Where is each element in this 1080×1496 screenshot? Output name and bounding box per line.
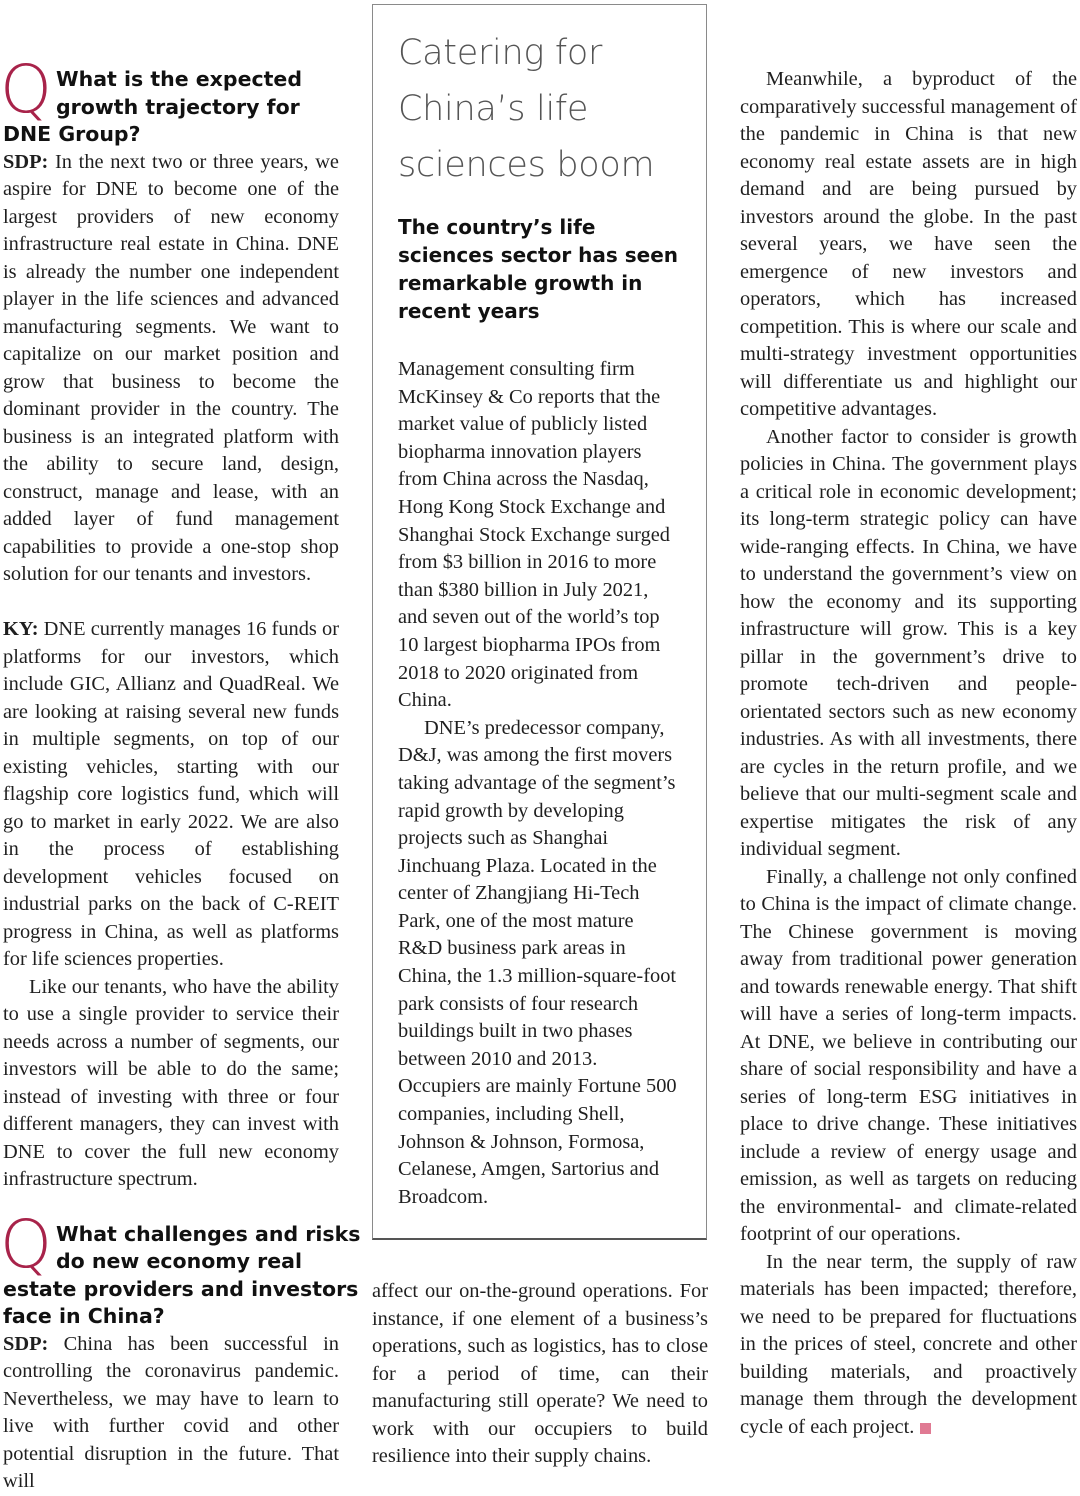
left-column bbox=[0, 51, 361, 1496]
right-paragraph: Meanwhile, a byproduct of the comparatively successful management of the pandemic in China is that new economy real estate assets are in high demand and are being pursued by investors around the globe. In the past several years, we have seen the emergence of new investors and operators, which has increased competition. This is where our scale and multi-strategy investment opportunities will differentiate us and highlight our competitive advantages. bbox=[740, 68, 1077, 420]
answer-paragraph bbox=[3, 616, 339, 974]
speaker-label: KY: bbox=[3, 618, 39, 640]
speaker-label: SDP: bbox=[3, 1332, 49, 1355]
question-1-line: What is the expected bbox=[56, 67, 303, 91]
question-2-line: estate providers and investors bbox=[3, 1276, 359, 1301]
answer-text: In the next two or three years, we aspire for DNE to become one of the largest providers of new economy infrastructure real estate in China. DNE is already the number one independent player in the life sciences and advanced manufacturing segments. We want to capitalize on our market position and grow that business to become the dominant provider in the country. The business is an integrated platform with the ability to secure land, design, construct, manage and lease, with an added layer of fund management capabilities to provide a one-stop shop solution for our tenants and investors. bbox=[3, 150, 339, 585]
right-paragraph: Another factor to consider is growth policies in China. The government plays a critical role in economic development; its long-term strategic policy can have wide-ranging effects. In China, we have to understand the government’s view on how the economy and its supporting infrastructure will grow. This is a key pillar in the government’s drive to promote tech-driven and people-orientated sectors such as new economy industries. As with all investments, there are cycles in the return profile, and we believe that our multi-segment scale and expertise mitigates the risk of any individual segment. bbox=[740, 425, 1077, 860]
sidebar-title: Catering for China’s life sciences boom bbox=[398, 33, 655, 185]
q-letter-icon: Q bbox=[0, 1205, 52, 1283]
answer-1 bbox=[3, 149, 339, 1194]
sidebar-subtitle: The country’s life sciences sector has seen remarkable growth in recent years bbox=[398, 215, 679, 323]
continuation-paragraph: affect our on-the-ground operations. For instance, if one element of a business’s operations, such as logistics, has to close for a period of time, can their manufacturing still operate? We need to work with our occupiers to build resilience into their supply chains. bbox=[372, 1280, 708, 1467]
question-2 bbox=[0, 1205, 361, 1331]
right-paragraph bbox=[740, 1249, 1077, 1442]
right-paragraph: Finally, a challenge not only confined to China is the impact of climate change. The Chinese government is moving away from traditional power generation and towards renewable energy. That shift will have a series of long-term impacts. At DNE, we believe in contributing our share of social responsibility and have a series of long-term ESG initiatives in place to drive change. These initiatives include a review of energy usage and emission, as well as targets on reducing the environmental- and climate-related footprint of our operations. bbox=[740, 865, 1077, 1245]
answer-text: DNE currently manages 16 funds or platforms for our investors, which include GIC, Allianz and QuadReal. We are looking at raising several new funds in multiple segments, on top of our existing vehicles, starting with our flagship core logistics fund, which will go to market in early 2022. We are also in the process of establishing development vehicles focused on industrial parks on the back of C-REIT progress in China, as well as platforms for life sciences properties. bbox=[3, 618, 339, 970]
q-letter-icon: Q bbox=[0, 51, 52, 128]
answer-text: China has been successful in controlling the coronavirus pandemic. Nevertheless, we may have to learn to live with further covid and other potential disruption in the future. That will bbox=[3, 1332, 339, 1492]
sidebar-paragraph: Management consulting firm McKinsey & Co reports that the market value of publicly listed biopharma innovation players from China across the Nasdaq, Hong Kong Stock Exchange and Shanghai Stock Exchange surged from $3 billion in 2016 to more than $380 billion in July 2021, and seven out of the world’s top 10 largest biopharma IPOs from 2018 to 2020 originated from China. bbox=[398, 358, 671, 712]
answer-paragraph bbox=[3, 1331, 339, 1496]
right-column bbox=[740, 66, 1077, 1441]
answer-paragraph bbox=[3, 149, 339, 589]
answer-paragraph bbox=[3, 974, 339, 1194]
question-2-line: face in China? bbox=[3, 1304, 165, 1328]
speaker-label: SDP: bbox=[3, 150, 49, 173]
end-of-article-icon bbox=[920, 1423, 931, 1434]
question-2-line: do new economy real bbox=[56, 1249, 303, 1273]
question-2-heading bbox=[3, 1221, 361, 1331]
question-1 bbox=[0, 51, 339, 149]
question-1-heading bbox=[3, 66, 339, 149]
middle-column-continuation bbox=[372, 1278, 708, 1471]
question-2-line: What challenges and risks bbox=[56, 1221, 361, 1246]
right-paragraph-text: In the near term, the supply of raw materials has been impacted; therefore, we need to be prepared for fluctuations in the prices of steel, concrete and other building materials, and proactively manage them through the development cycle of each project. bbox=[740, 1250, 1077, 1438]
sidebar-body bbox=[398, 356, 682, 1211]
question-1-line: DNE Group? bbox=[3, 122, 141, 146]
sidebar-box bbox=[372, 4, 707, 1240]
sidebar-paragraph: DNE’s predecessor company, D&J, was among the first movers taking advantage of the segment’s rapid growth by developing projects such as Shanghai Jinchuang Plaza. Located in the center of Zhangjiang Hi-Tech Park, one of the most mature R&D business park areas in China, the 1.3 million-square-foot park consists of four research buildings built in two phases between 2010 and 2013. Occupiers are mainly Fortune 500 companies, including Shell, Johnson & Johnson, Formosa, Celanese, Amgen, Sartorius and Broadcom. bbox=[398, 716, 677, 1208]
answer-text: Like our tenants, who have the ability to use a single provider to service their needs across a number of segments, our investors will be able to do the same; instead of investing with three or four different managers, they can invest with DNE to cover the full new economy infrastructure spectrum. bbox=[3, 975, 339, 1190]
question-1-line: growth trajectory for bbox=[56, 94, 300, 119]
answer-2 bbox=[3, 1331, 339, 1496]
